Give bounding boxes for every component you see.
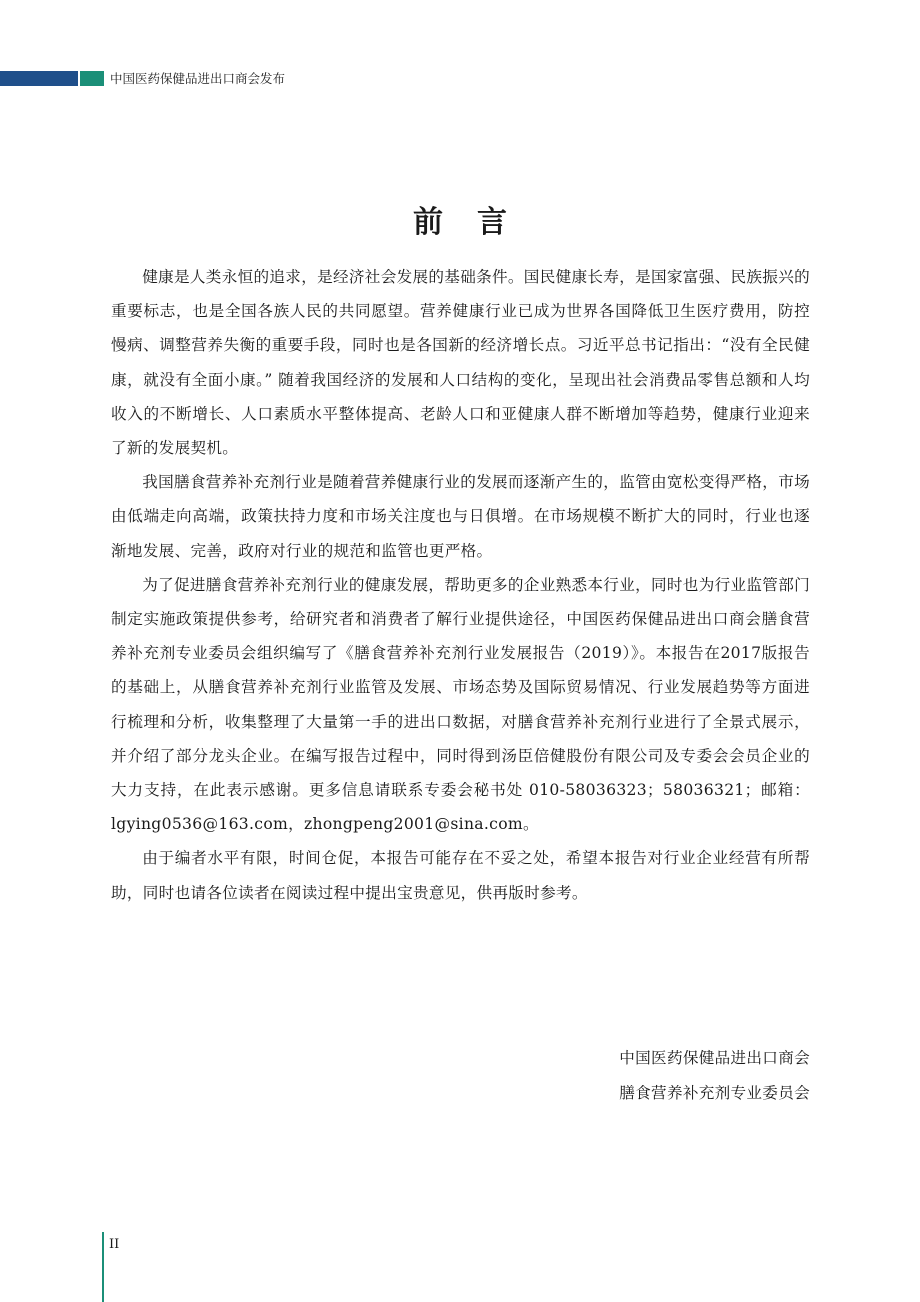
signature-organization: 中国医药保健品进出口商会 — [619, 1049, 810, 1067]
page-title: 前言 — [413, 205, 541, 241]
header-accent-bar-teal — [80, 71, 104, 86]
page-number: II — [109, 1237, 120, 1252]
footer-accent-line — [102, 1232, 104, 1302]
paragraph-4: 由于编者水平有限，时间仓促，本报告可能存在不妥之处，希望本报告对行业企业经营有所帮助，同时也请各位读者在阅读过程中提出宝贵意见，供再版时参考。 — [111, 849, 810, 902]
header-publisher: 中国医药保健品进出口商会发布 — [110, 71, 286, 86]
signature-block — [619, 1041, 810, 1111]
paragraph-2: 我国膳食营养补充剂行业是随着营养健康行业的发展而逐渐产生的，监管由宽松变得严格，市场由低端走向高端，政策扶持力度和市场关注度也与日俱增。在市场规模不断扩大的同时，行业也逐渐地发展、完善，政府对行业的规范和监管也更严格。 — [111, 473, 810, 560]
paragraph-3: 为了促进膳食营养补充剂行业的健康发展，帮助更多的企业熟悉本行业，同时也为行业监管部门制定实施政策提供参考，给研究者和消费者了解行业提供途径，中国医药保健品进出口商会膳食营养补充剂专业委员会组织编写了《膳食营养补充剂行业发展报告（2019）》。本报告在2017版报告的基础上，从膳食营养补充剂行业监管及发展、市场态势及国际贸易情况、行业发展趋势等方面进行梳理和分析，收集整理了大量第一手的进出口数据，对膳食营养补充剂行业进行了全景式展示，并介绍了部分龙头企业。在编写报告过程中，同时得到汤臣倍健股份有限公司及专委会会员企业的大力支持，在此表示感谢。更多信息请联系专委会秘书处 010-58036323；58036321；邮箱：lgying0536@163.com，zhongpeng2001@sina.com。 — [111, 575, 810, 834]
header-accent-bar-blue — [0, 71, 78, 86]
preface-body — [111, 260, 810, 910]
paragraph-1: 健康是人类永恒的追求，是经济社会发展的基础条件。国民健康长寿，是国家富强、民族振兴的重要标志，也是全国各族人民的共同愿望。营养健康行业已成为世界各国降低卫生医疗费用，防控慢病、调整营养失衡的重要手段，同时也是各国新的经济增长点。习近平总书记指出：“没有全民健康，就没有全面小康。” 随着我国经济的发展和人口结构的变化，呈现出社会消费品零售总额和人均收入的不断增长、人口素质水平整体提高、老龄人口和亚健康人群不断增加等趋势，健康行业迎来了新的发展契机。 — [111, 268, 810, 458]
signature-committee: 膳食营养补充剂专业委员会 — [619, 1084, 810, 1102]
